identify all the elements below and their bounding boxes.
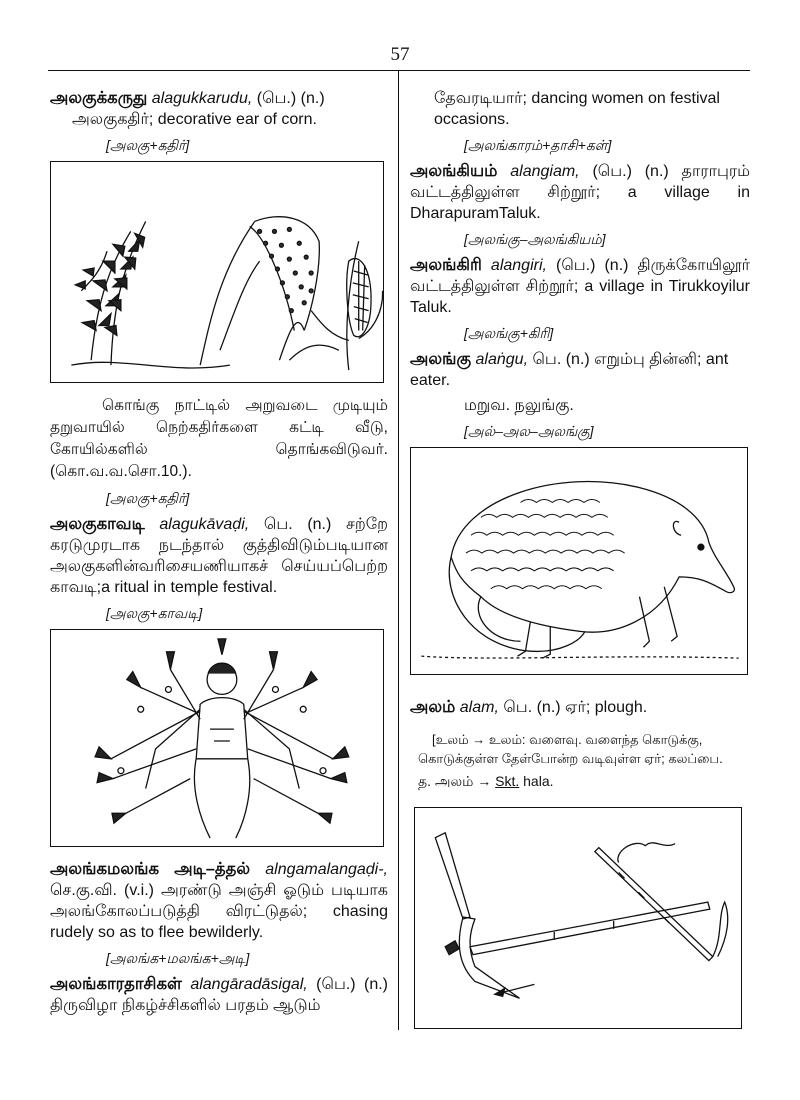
- note-prefix: த. அலம் →: [418, 773, 492, 789]
- etymology: [அலங்காரம்+தாசி+கள்]: [464, 137, 612, 153]
- grammar-tag: செ.கு.வி. (v.i.): [50, 882, 154, 899]
- entry-alam: [410, 697, 750, 718]
- etymology: [அலகு+கதிர்]: [106, 490, 190, 506]
- etymology-note: [410, 730, 750, 791]
- transliteration: alaṅgu,: [475, 351, 529, 368]
- etymology: [அலகு+காவடி]: [106, 605, 203, 621]
- skt-word: hala.: [523, 773, 554, 789]
- definition: திருக்கோயிலூர் வட்டத்திலுள்ள சிற்றூர்; a village in Tirukkoyilur Taluk.: [410, 257, 750, 316]
- figure-plough: [414, 807, 742, 1029]
- figure-ears-of-corn: [50, 161, 384, 383]
- headword: அலகுகாவடி: [50, 515, 145, 533]
- note-line: [உலம் → உலம்: வளைவு. வளைந்த கொடுக்கு,: [432, 732, 703, 747]
- page-number: 57: [390, 44, 410, 65]
- corn-ears-illustration: [51, 162, 383, 382]
- grammar-tag: பெ. (n.): [532, 351, 590, 368]
- transliteration: alangiam,: [510, 163, 580, 180]
- entry-alangiam: [410, 161, 750, 224]
- headword: அலங்கிரி: [410, 256, 482, 274]
- etymology: [அலகு+கதிர்]: [106, 137, 190, 153]
- left-column: [50, 88, 388, 1016]
- paragraph-kongu-custom: கொங்கு நாட்டில் அறுவடை முடியும் தறுவாயில் நெற்கதிர்களை கட்டி வீடு, கோயில்களில் தொங்கவிடுவர். (கொ.வ.வ.சொ.10.).: [50, 397, 388, 480]
- synonym: மறுவ. நலுங்கு.: [464, 397, 574, 414]
- grammar-tag: பெ. (n.): [263, 516, 332, 533]
- etymology: [அலங்க+மலங்க+அடி]: [106, 950, 250, 966]
- entry-alangu: [410, 349, 750, 391]
- entry-alangamalangadi: [50, 859, 388, 943]
- entry-alagukkarudu: [50, 88, 388, 130]
- anteater-illustration: [411, 448, 747, 674]
- figure-alagu-kavadi: [50, 629, 384, 847]
- entry-alangiri: [410, 255, 750, 318]
- definition: சற்றே கரடுமுரடாக நடந்தால் குத்திவிடும்படியான அலகுகளின்வரிசையணியாகச் செய்யப்பெற்ற காவடி;a ritual in temple festival.: [50, 516, 388, 596]
- entry-alagukavadi: [50, 514, 388, 598]
- definition: அலகுகதிர்; decorative ear of corn.: [72, 111, 317, 128]
- column-divider: [398, 70, 399, 1030]
- grammar-tag: (பெ.) (n.): [316, 976, 389, 993]
- transliteration: alangiri,: [490, 257, 547, 274]
- headword: அலகுக்கருது: [50, 89, 148, 107]
- sanskrit-note: [418, 772, 750, 791]
- continued-definition: தேவரடியார்; dancing women on festival occasions.: [434, 90, 720, 128]
- transliteration: alangāradāsigal,: [190, 976, 308, 993]
- transliteration: alagukāvaḍi,: [159, 516, 250, 533]
- headword: அலங்கு: [410, 350, 472, 368]
- grammar-tag: (பெ.) (n.): [256, 90, 325, 107]
- skt-abbrev: Skt.: [495, 773, 520, 789]
- transliteration: alngamalangaḍi-,: [265, 861, 388, 878]
- grammar-tag: (பெ.) (n.): [592, 163, 669, 180]
- etymology: [அல்–அல–அலங்கு]: [464, 423, 594, 439]
- definition: திருவிழா நிகழ்ச்சிகளில் பரதம் ஆடும்: [50, 997, 321, 1014]
- definition: ஏர்; plough.: [565, 699, 648, 716]
- figure-anteater: [410, 447, 748, 675]
- right-column: [410, 88, 750, 1029]
- kavadi-illustration: [51, 630, 383, 846]
- headword: அலம்: [410, 698, 456, 716]
- definition: எறும்பு தின்னி; ant eater.: [410, 351, 729, 389]
- entry-alangaradasigal: [50, 974, 388, 1016]
- etymology: [அலங்கு–அலங்கியம்]: [464, 231, 606, 247]
- headword: அலங்கியம்: [410, 162, 498, 180]
- transliteration: alam,: [459, 699, 499, 716]
- etymology: [அலங்கு+கிரி]: [464, 325, 554, 341]
- headword: அலங்காரதாசிகள்: [50, 975, 182, 993]
- grammar-tag: (பெ.) (n.): [555, 257, 629, 274]
- note-line: கொடுக்குள்ள தேள்போன்ற வடிவுள்ள ஏர்; கலப்பை.: [418, 751, 723, 766]
- plough-illustration: [415, 808, 741, 1028]
- transliteration: alagukkarudu,: [151, 90, 253, 107]
- top-rule: [48, 70, 750, 71]
- definition: தாராபுரம் வட்டத்திலுள்ள சிற்றூர்; a village in DharapuramTaluk.: [410, 163, 750, 222]
- headword: அலங்கமலங்க அடி–த்தல்: [50, 860, 251, 878]
- definition: அரண்டு அஞ்சி ஓடும் படியாக அலங்கோலப்படுத்தி விரட்டுதல்; chasing rudely so as to flee bewilderly.: [50, 882, 388, 941]
- grammar-tag: பெ. (n.): [503, 699, 561, 716]
